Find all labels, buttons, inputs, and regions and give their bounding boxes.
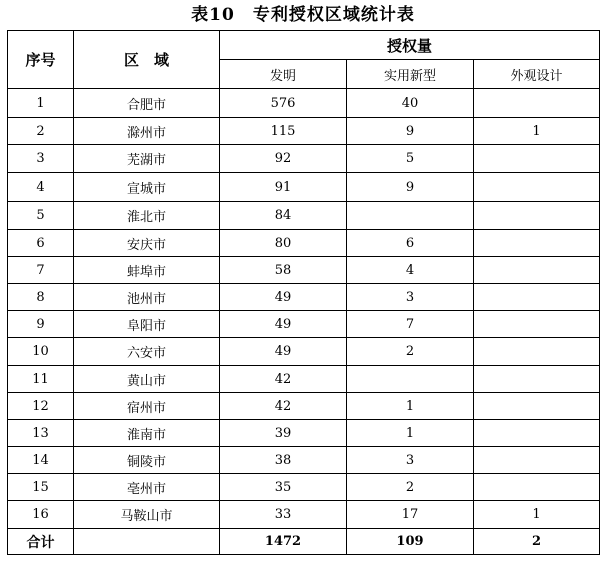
row-utility: 2	[347, 474, 474, 501]
row-utility: 6	[347, 230, 474, 257]
row-region: 芜湖市	[74, 145, 220, 173]
row-invention: 35	[220, 474, 347, 501]
row-utility: 3	[347, 447, 474, 474]
row-region: 六安市	[74, 338, 220, 366]
row-index: 2	[8, 118, 74, 145]
row-utility: 1	[347, 420, 474, 447]
row-utility: 17	[347, 501, 474, 529]
row-design	[474, 366, 600, 393]
row-index: 4	[8, 173, 74, 202]
row-utility: 40	[347, 89, 474, 118]
row-index: 9	[8, 311, 74, 338]
row-index: 5	[8, 202, 74, 230]
row-design	[474, 393, 600, 420]
row-index: 11	[8, 366, 74, 393]
row-index: 16	[8, 501, 74, 529]
row-utility	[347, 202, 474, 230]
row-utility: 4	[347, 257, 474, 284]
row-region: 淮北市	[74, 202, 220, 230]
total-region	[74, 529, 220, 555]
row-utility: 2	[347, 338, 474, 366]
row-design: 1	[474, 118, 600, 145]
row-design	[474, 447, 600, 474]
row-index: 10	[8, 338, 74, 366]
row-index: 12	[8, 393, 74, 420]
row-design	[474, 230, 600, 257]
table-row	[8, 145, 600, 173]
row-index: 14	[8, 447, 74, 474]
row-region: 安庆市	[74, 230, 220, 257]
row-region: 黄山市	[74, 366, 220, 393]
table-row	[8, 420, 600, 447]
header-invention: 发明	[220, 60, 347, 89]
row-utility: 1	[347, 393, 474, 420]
table-row	[8, 447, 600, 474]
row-region: 亳州市	[74, 474, 220, 501]
row-design	[474, 257, 600, 284]
table-row	[8, 173, 600, 202]
row-design	[474, 145, 600, 173]
table-row	[8, 338, 600, 366]
row-design	[474, 202, 600, 230]
row-design	[474, 474, 600, 501]
row-region: 蚌埠市	[74, 257, 220, 284]
patent-grant-table	[7, 30, 600, 555]
table-row	[8, 89, 600, 118]
total-utility: 109	[347, 529, 474, 555]
row-design	[474, 173, 600, 202]
row-utility: 5	[347, 145, 474, 173]
row-invention: 49	[220, 284, 347, 311]
row-invention: 42	[220, 393, 347, 420]
table-row	[8, 311, 600, 338]
table-row	[8, 393, 600, 420]
row-invention: 576	[220, 89, 347, 118]
row-utility	[347, 366, 474, 393]
row-region: 滁州市	[74, 118, 220, 145]
row-region: 合肥市	[74, 89, 220, 118]
header-index: 序号	[8, 31, 74, 89]
header-grants: 授权量	[220, 31, 600, 60]
row-index: 7	[8, 257, 74, 284]
row-region: 铜陵市	[74, 447, 220, 474]
row-index: 13	[8, 420, 74, 447]
row-region: 阜阳市	[74, 311, 220, 338]
row-region: 宿州市	[74, 393, 220, 420]
row-invention: 49	[220, 311, 347, 338]
row-invention: 33	[220, 501, 347, 529]
total-invention: 1472	[220, 529, 347, 555]
row-invention: 84	[220, 202, 347, 230]
row-invention: 38	[220, 447, 347, 474]
row-invention: 80	[220, 230, 347, 257]
row-invention: 92	[220, 145, 347, 173]
total-row	[8, 529, 600, 555]
table-row	[8, 257, 600, 284]
row-invention: 58	[220, 257, 347, 284]
row-utility: 9	[347, 173, 474, 202]
row-design	[474, 338, 600, 366]
row-invention: 115	[220, 118, 347, 145]
table-title: 表10 专利授权区域统计表	[191, 5, 415, 25]
table-body	[8, 89, 600, 529]
row-region: 宣城市	[74, 173, 220, 202]
total-design: 2	[474, 529, 600, 555]
row-index: 6	[8, 230, 74, 257]
row-region: 池州市	[74, 284, 220, 311]
row-design: 1	[474, 501, 600, 529]
row-invention: 39	[220, 420, 347, 447]
row-utility: 7	[347, 311, 474, 338]
row-index: 15	[8, 474, 74, 501]
table-row	[8, 366, 600, 393]
row-utility: 3	[347, 284, 474, 311]
table-row	[8, 501, 600, 529]
row-design	[474, 89, 600, 118]
row-index: 8	[8, 284, 74, 311]
row-index: 1	[8, 89, 74, 118]
row-region: 淮南市	[74, 420, 220, 447]
table-row	[8, 284, 600, 311]
header-design: 外观设计	[474, 60, 600, 89]
table-row	[8, 118, 600, 145]
row-invention: 91	[220, 173, 347, 202]
row-utility: 9	[347, 118, 474, 145]
row-design	[474, 284, 600, 311]
table-row	[8, 474, 600, 501]
header-utility: 实用新型	[347, 60, 474, 89]
row-index: 3	[8, 145, 74, 173]
header-region: 区 域	[74, 31, 220, 89]
row-design	[474, 311, 600, 338]
row-invention: 42	[220, 366, 347, 393]
row-design	[474, 420, 600, 447]
table-row	[8, 230, 600, 257]
table-row	[8, 202, 600, 230]
total-label: 合计	[8, 529, 74, 555]
row-region: 马鞍山市	[74, 501, 220, 529]
row-invention: 49	[220, 338, 347, 366]
